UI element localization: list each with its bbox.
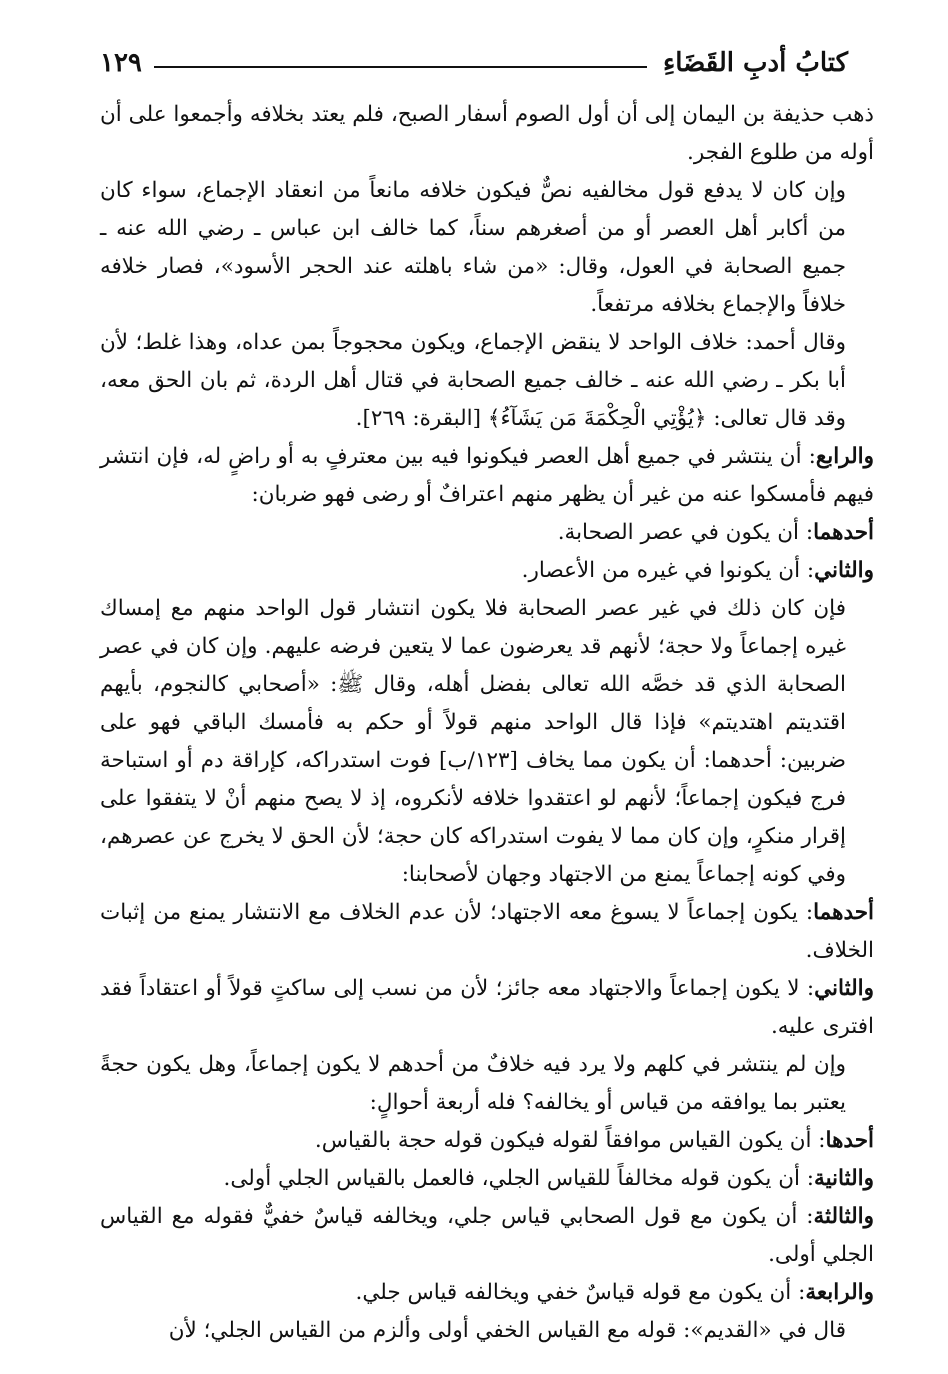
paragraph-term: والثاني bbox=[814, 558, 874, 583]
paragraph-text: قال في «القديم»: قوله مع القياس الخفي أولى وألزم من القياس الجلي؛ لأن bbox=[168, 1318, 846, 1343]
paragraph-term: والرابع bbox=[815, 444, 874, 469]
paragraph-text: : لا يكون إجماعاً والاجتهاد معه جائز؛ لأن من نسب إلى ساكتٍ قولاً أو اعتقاداً فقد افترى عليه. bbox=[100, 976, 874, 1039]
paragraph-text: : أن يكون مع قول الصحابي قياس جلي، ويخالفه قياسٌ خفيٌّ فقوله مع القياس الجلي أولى. bbox=[100, 1204, 874, 1267]
paragraph bbox=[100, 1046, 874, 1122]
running-head bbox=[100, 38, 848, 88]
paragraph bbox=[100, 552, 874, 590]
paragraph-text: وقال أحمد: خلاف الواحد لا ينقض الإجماع، ويكون محجوجاً بمن عداه، وهذا غلط؛ لأن أبا بكر ـ رضي الله عنه ـ خالف جميع الصحابة في قتال أهل الردة، ثم بان الحق معه، وقد قال تعالى: ﴿يُؤْتِي الْحِكْمَةَ مَن يَشَآءُ﴾ [البقرة: ٢٦٩]. bbox=[100, 330, 846, 431]
paragraph bbox=[100, 172, 874, 324]
paragraph bbox=[100, 1312, 874, 1350]
paragraph bbox=[100, 590, 874, 894]
book-title: كتابُ أدبِ القَضَاءِ bbox=[663, 48, 848, 78]
paragraph bbox=[100, 1198, 874, 1274]
paragraph-term: أحدها bbox=[825, 1128, 874, 1153]
paragraph-term: والثاني bbox=[814, 976, 874, 1001]
paragraph bbox=[100, 970, 874, 1046]
paragraph-text: فإن كان ذلك في غير عصر الصحابة فلا يكون انتشار قول الواحد منهم مع إمساك غيره إجماعاً ولا حجة؛ لأنهم قد يعرضون عما لا يتعين فرضه عليهم. وإن كان في عصر الصحابة الذي قد خصَّه الله تعالى بفضل أهله، وقال ﷺ: «أصحابي كالنجوم، بأيهم اقتديتم اهتديتم» فإذا قال الواحد منهم قولاً أو حكم به فأمسك الباقي فهو على ضربين: أحدهما: أن يكون مما يخاف [١٢٣/ب] فوت استدراكه، كإراقة دم أو استباحة فرج فيكون إجماعاً؛ لأنهم لو اعتقدوا خلافه لأنكروه، إذ لا يصح منهم أنْ لا يتفقوا على إقرار منكرٍ، وإن كان مما لا يفوت استدراكه كان حجة؛ لأن الحق لا يخرج عن عصرهم، وفي كونه إجماعاً يمنع من الاجتهاد وجهان لأصحابنا: bbox=[100, 596, 847, 887]
paragraph bbox=[100, 514, 874, 552]
paragraph bbox=[100, 1122, 874, 1160]
paragraph-text: : أن ينتشر في جميع أهل العصر فيكونوا فيه بين معترفٍ به أو راضٍ له، فإن انتشر فيهم فأمسكوا عنه من غير أن يظهر منهم اعترافٌ أو رضى فهو ضربان: bbox=[100, 444, 874, 507]
paragraph-text: : يكون إجماعاً لا يسوغ معه الاجتهاد؛ لأن عدم الخلاف مع الانتشار يمنع من إثبات الخلاف. bbox=[100, 900, 874, 963]
paragraph bbox=[100, 1160, 874, 1198]
paragraph-term: والثانية bbox=[814, 1166, 874, 1191]
paragraph-text: وإن كان لا يدفع قول مخالفيه نصٌّ فيكون خلافه مانعاً من انعقاد الإجماع، سواء كان من أكابر أهل العصر أو من أصغرهم سناً، كما خالف ابن عباس ـ رضي الله عنه ـ جميع الصحابة في العول، وقال: «من شاء باهلته عند الحجر الأسود»، فصار خلافه خلافاً والإجماع بخلافه مرتفعاً. bbox=[100, 178, 846, 317]
paragraph-text: وإن لم ينتشر في كلهم ولا يرد فيه خلافٌ من أحدهم لا يكون إجماعاً، وهل يكون حجةً يعتبر بما يوافقه من قياس أو يخالفه؟ فله أربعة أحوالٍ: bbox=[100, 1052, 846, 1115]
paragraph-term: أحدهما bbox=[813, 520, 874, 545]
paragraph bbox=[100, 324, 874, 438]
paragraph bbox=[100, 96, 874, 172]
paragraph-text: : أن يكون القياس موافقاً لقوله فيكون قوله حجة بالقياس. bbox=[314, 1128, 826, 1153]
header-rule bbox=[154, 66, 647, 68]
paragraph-text: : أن يكون مع قوله قياسٌ خفي ويخالفه قياس جلي. bbox=[355, 1280, 806, 1305]
paragraph-text: : أن يكون في عصر الصحابة. bbox=[557, 520, 814, 545]
page-number: ١٢٩ bbox=[100, 48, 142, 78]
paragraph-term: أحدهما bbox=[813, 900, 874, 925]
page-body bbox=[100, 96, 874, 1350]
paragraph-text: : أن يكون قوله مخالفاً للقياس الجلي، فالعمل بالقياس الجلي أولى. bbox=[223, 1166, 815, 1191]
paragraph-text: ذهب حذيفة بن اليمان إلى أن أول الصوم أسفار الصبح، فلم يعتد بخلافه وأجمعوا على أن أوله من طلوع الفجر. bbox=[100, 102, 874, 165]
paragraph-term: والرابعة bbox=[805, 1280, 874, 1305]
paragraph bbox=[100, 438, 874, 514]
paragraph bbox=[100, 1274, 874, 1312]
paragraph-term: والثالثة bbox=[813, 1204, 874, 1229]
paragraph bbox=[100, 894, 874, 970]
paragraph-text: : أن يكونوا في غيره من الأعصار. bbox=[521, 558, 815, 583]
